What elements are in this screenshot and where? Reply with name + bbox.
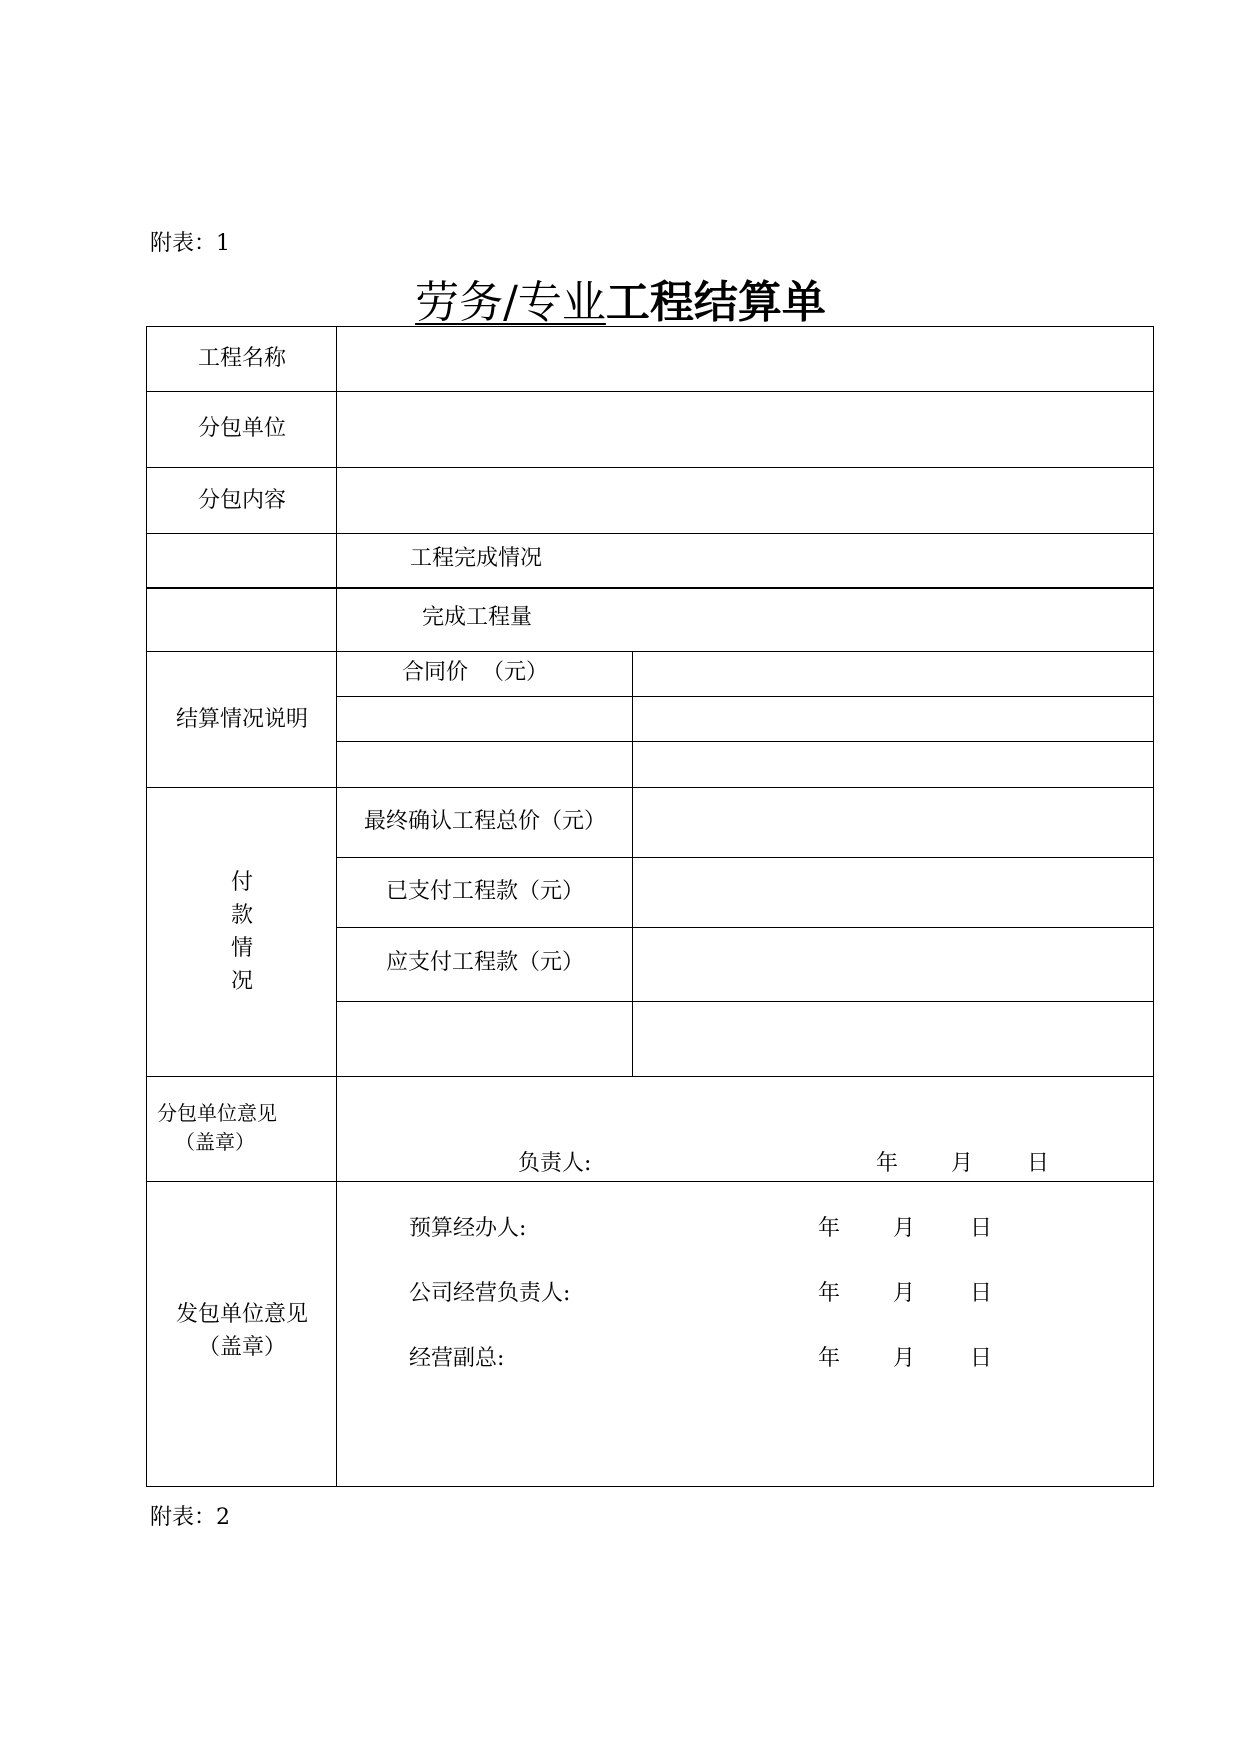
row-divider	[146, 587, 1154, 589]
sub-row-divider	[336, 741, 1154, 742]
sub-row-divider	[336, 1001, 1154, 1002]
date-day: 日	[970, 1281, 993, 1306]
row-divider	[146, 787, 1154, 788]
table-border-bottom	[146, 1486, 1154, 1487]
table-border-right	[1153, 326, 1154, 1487]
row-divider	[146, 467, 1154, 468]
label-sub-opinion-stamp: （盖章）	[175, 1130, 255, 1154]
date-day: 日	[1027, 1151, 1050, 1176]
row-divider	[146, 651, 1154, 652]
label-contractor-opinion-stamp: （盖章）	[197, 1335, 286, 1360]
label-completion-status: 工程完成情况	[410, 546, 543, 571]
date-year: 年	[818, 1281, 841, 1306]
appendix-note-1: 附表：1	[150, 231, 230, 256]
date-year: 年	[818, 1346, 841, 1371]
label-payment-status	[147, 866, 337, 998]
label-sub-content: 分包内容	[197, 488, 286, 513]
row-divider	[146, 391, 1154, 392]
sub-row-divider	[336, 696, 1154, 697]
responsible-person-label: 负责人:	[518, 1151, 592, 1176]
sub-row-divider	[336, 857, 1154, 858]
payment-status-char: 款	[230, 903, 253, 928]
label-completed-quantity: 完成工程量	[422, 605, 533, 630]
budget-handler-label: 预算经办人:	[409, 1216, 527, 1241]
label-project-name: 工程名称	[197, 346, 286, 371]
date-month: 月	[893, 1346, 916, 1371]
date-month: 月	[893, 1216, 916, 1241]
page-title	[0, 266, 1241, 330]
label-paid-amount: 已支付工程款（元）	[385, 879, 584, 904]
label-payable-amount: 应支付工程款（元）	[385, 950, 584, 975]
payment-status-char: 情	[230, 936, 253, 961]
date-month: 月	[893, 1281, 916, 1306]
date-day: 日	[970, 1216, 993, 1241]
date-month: 月	[951, 1151, 974, 1176]
row-divider	[146, 1076, 1154, 1077]
row-divider	[146, 1181, 1154, 1182]
label-sub-opinion: 分包单位意见	[157, 1101, 277, 1125]
title-settlement-sheet: 工程结算单	[605, 277, 826, 328]
appendix-note-2: 附表：2	[150, 1505, 230, 1530]
sub-row-divider	[336, 927, 1154, 928]
date-year: 年	[876, 1151, 899, 1176]
label-contract-price: 合同价 （元）	[402, 660, 548, 685]
payment-status-char: 付	[230, 870, 253, 895]
label-sub-unit: 分包单位	[197, 416, 286, 441]
value-column-divider	[632, 651, 633, 1077]
label-contractor-opinion: 发包单位意见	[175, 1302, 308, 1327]
table-border-top	[146, 326, 1154, 327]
label-final-total: 最终确认工程总价（元）	[363, 809, 606, 834]
row-divider	[146, 533, 1154, 534]
date-day: 日	[970, 1346, 993, 1371]
date-year: 年	[818, 1216, 841, 1241]
title-labor-professional: 劳务/专业	[415, 277, 606, 328]
payment-status-char: 况	[230, 969, 253, 994]
label-settlement-desc: 结算情况说明	[175, 707, 308, 732]
company-manager-label: 公司经营负责人:	[409, 1281, 571, 1306]
deputy-manager-label: 经营副总:	[409, 1346, 505, 1371]
